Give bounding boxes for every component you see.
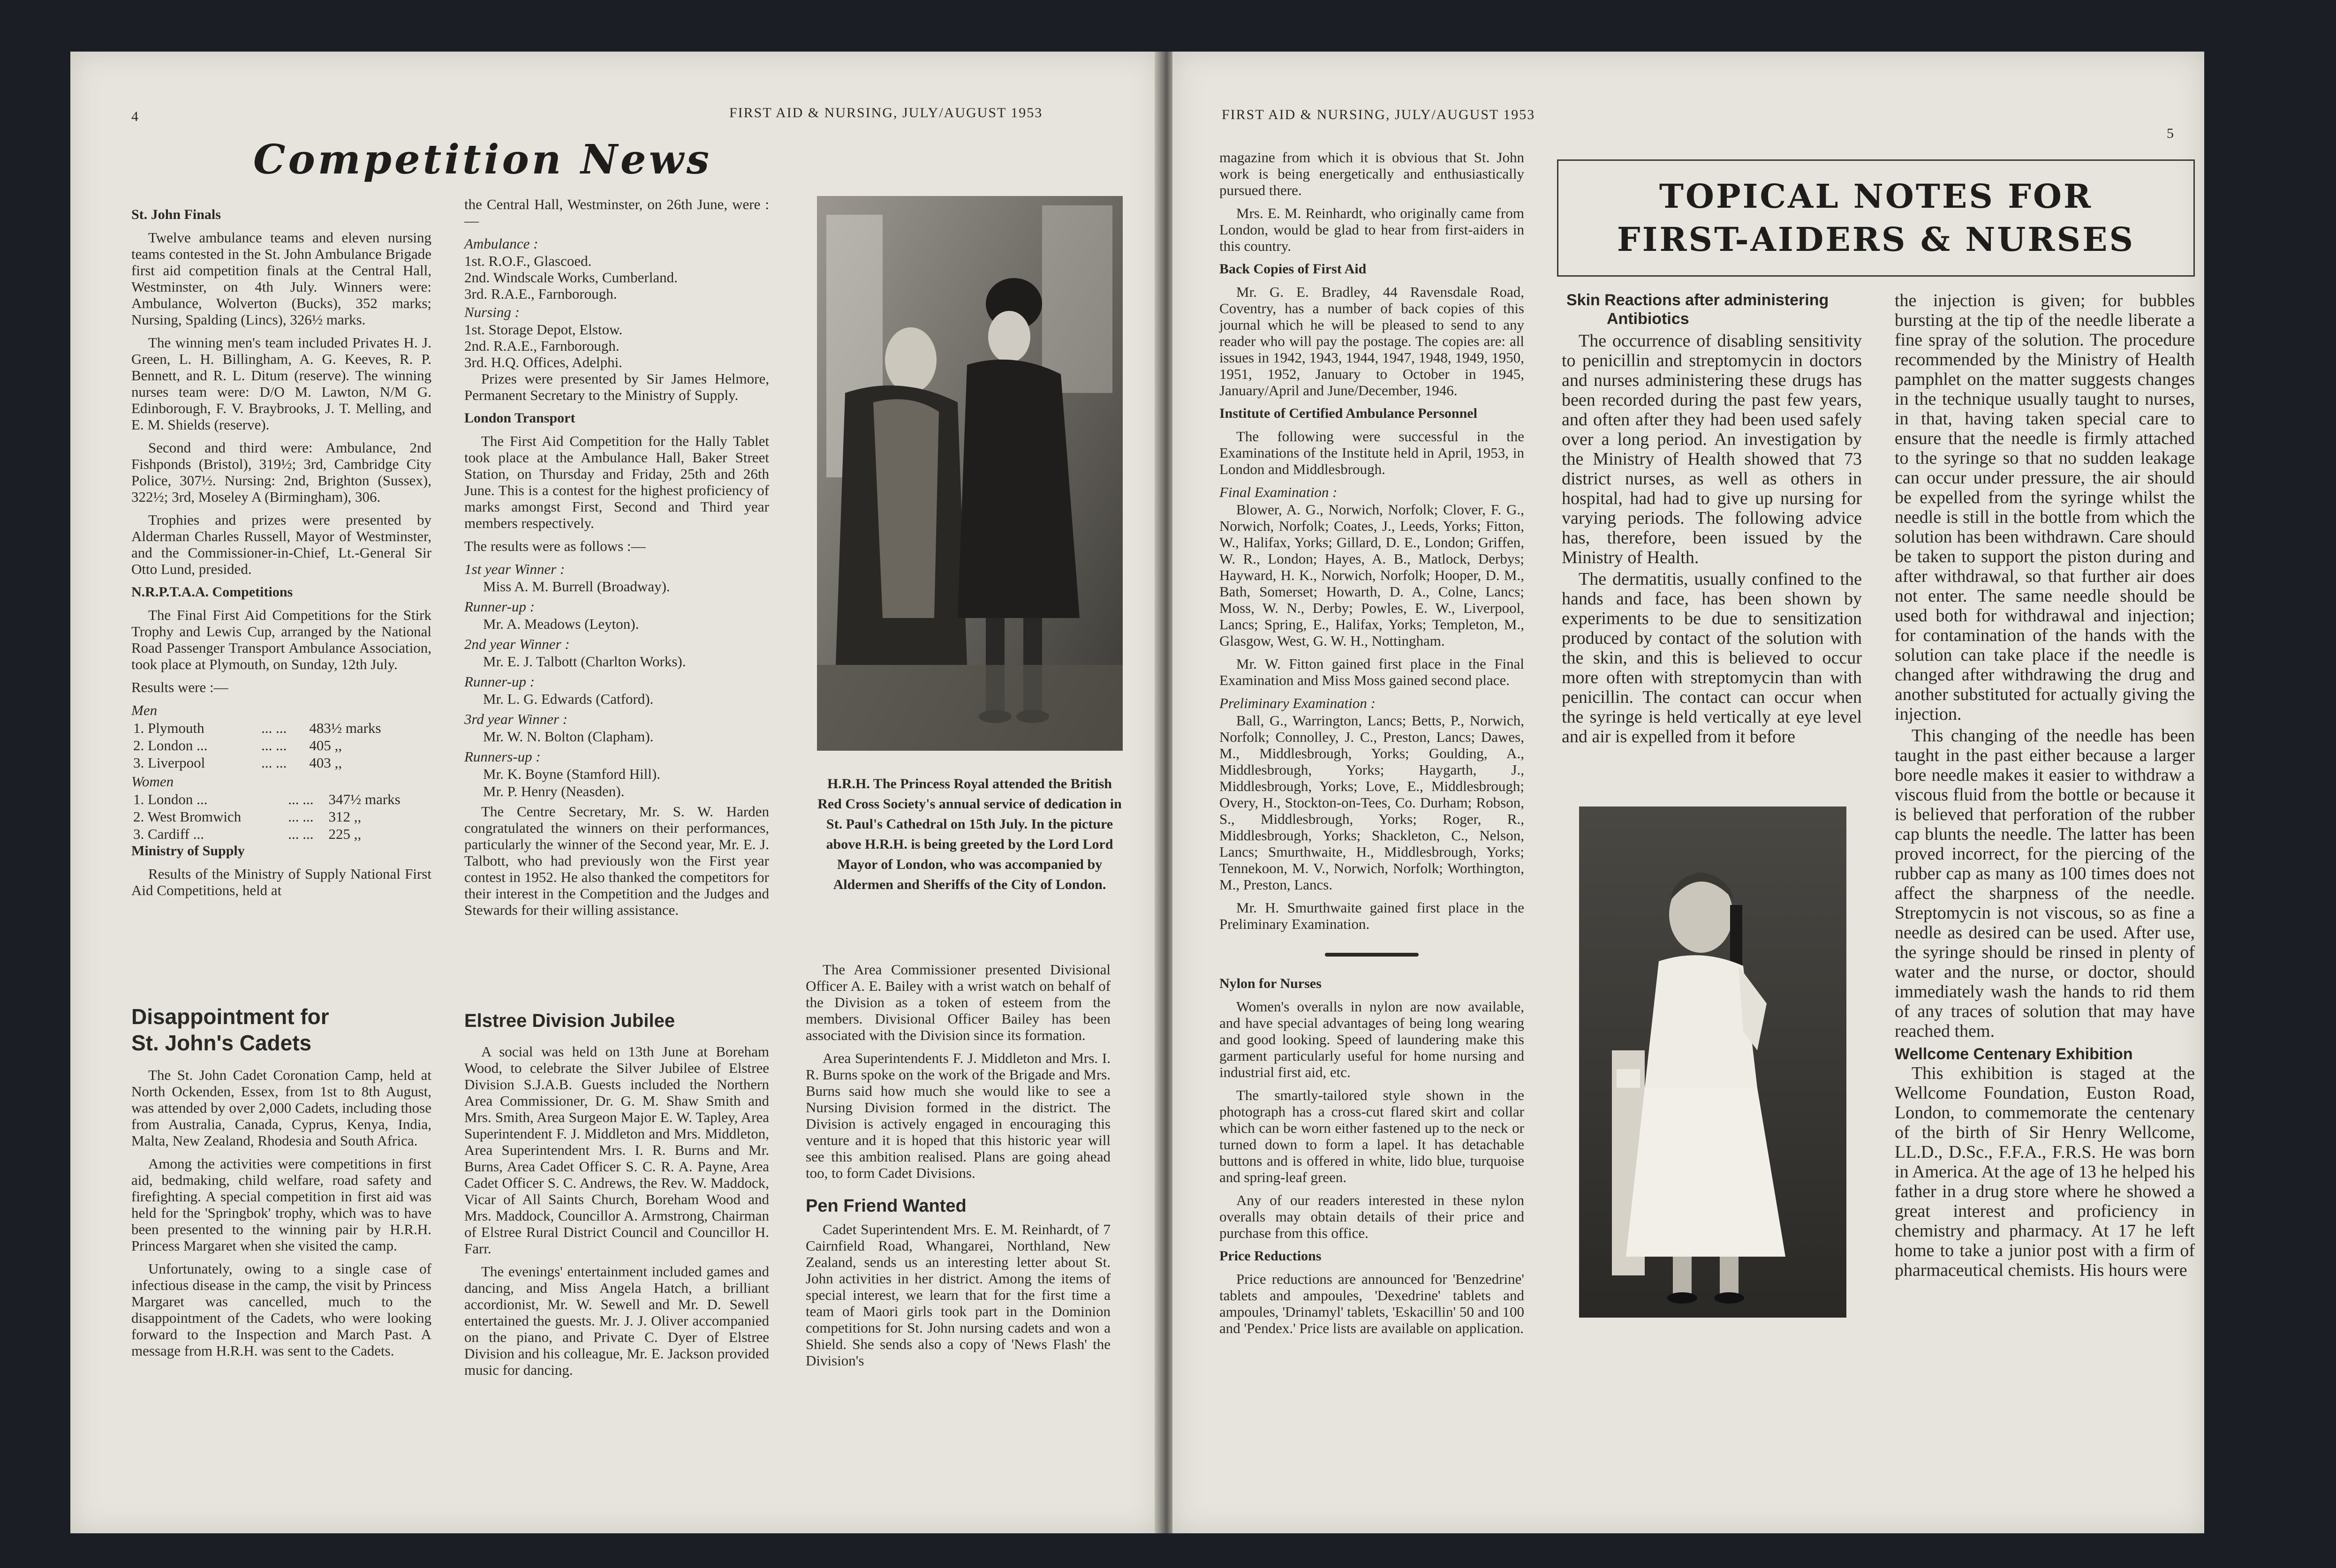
result-line: 1st. Storage Depot, Elstow. [464,321,623,338]
cell: 405 ,, [309,737,342,754]
cell: 3. Cardiff ... [133,826,204,842]
nurse-photo-illustration [1579,807,1846,1318]
paragraph: Twelve ambulance teams and eleven nursing teams contested in the St. John Ambulance Brigade first aid competition finals at the Central Hall, Westminster, on 4th July. Winners were: Ambulance, Wolverton (Bucks), 352 marks; Nursing, Spalding (Lincs), 326½ marks. [131,229,431,328]
result-line: 2nd. R.A.E., Farnborough. [464,338,620,354]
right-col-1 [1219,149,1524,1343]
heading-back-copies: Back Copies of First Aid [1219,261,1367,277]
paragraph: The St. John Cadet Coronation Camp, held at North Ockenden, Essex, from 1st to 8th August, was attended by over 2,000 Cadets, including those from Australia, Canada, Cyprus, Kenya, India, Malta, New Zealand, Rhodesia and South Africa. [131,1067,431,1149]
cell: 483½ marks [309,720,381,736]
cell: ... ... [288,791,314,807]
heading-st-john-finals: St. John Finals [131,207,221,222]
final-exam-label: Final Examination : [1219,484,1338,500]
heading-skin-reactions: Skin Reactions after administering [1566,291,1829,309]
result-line: 1st. R.O.F., Glascoed. [464,253,592,269]
table-row [131,808,431,825]
paragraph: The occurrence of disabling sensitivity to penicillin and streptomycin in doctors and nurses administering these drugs has been recorded during the past few years, and often after they had been used safely over a long period. An investigation by the Ministry of Health showed that 73 district nurses, as well as others in hospital, had had to give up nursing for varying periods. The following advice has, therefore, been issued by the Ministry of Health. [1562,331,1862,567]
competition-news-title: Competition News [253,136,712,183]
result-line: Mr. W. N. Bolton (Clapham). [483,728,654,745]
prelim-exam-label: Preliminary Examination : [1219,695,1376,711]
cadets-heading-line2: St. John's Cadets [131,1031,312,1055]
result-line: 3rd. R.A.E., Farnborough. [464,286,617,302]
cell: 1. London ... [133,791,208,807]
cell: ... ... [288,808,314,825]
heading-ministry-of-supply: Ministry of Supply [131,843,245,859]
paragraph: The dermatitis, usually confined to the hands and face, has been shown by experiments to be due to sensitization produced by contact of the solution with the skin, and this is believed to occur more often with streptomycin than with penicillin. The contact can occur when the syringe is held vertically at eye level and air is expelled from it before [1562,569,1862,746]
cell: ... ... [288,826,314,842]
result-label: 2nd year Winner : [464,636,570,652]
table-row [131,825,431,843]
area-commissioner-article [806,961,1111,1375]
result-label: Runner-up : [464,598,535,615]
cell: 1. Plymouth [133,720,204,736]
ambulance-label: Ambulance : [464,235,538,252]
paragraph: The Final First Aid Competitions for the Stirk Trophy and Lewis Cup, arranged by the National Road Passenger Transport Ambulance Association, took place at Plymouth, on Sunday, 12th July. [131,607,431,672]
men-label: Men [131,702,158,718]
heading-wellcome: Wellcome Centenary Exhibition [1895,1045,2133,1063]
paragraph: the Central Hall, Westminster, on 26th June, were :— [464,196,769,229]
cadets-article [131,1067,431,1365]
paragraph: Among the activities were competitions in first aid, bedmaking, child welfare, road safety and firefighting. A special competition in first aid was held for the 'Springbok' trophy, which was to have been presented to the winning pair by H.R.H. Princess Margaret when she visited the camp. [131,1155,431,1254]
cadets-heading [131,1003,431,1056]
paragraph: Second and third were: Ambulance, 2nd Fishponds (Bristol), 319½; 3rd, Cambridge City Police, 307½. Nursing: 2nd, Brighton (Sussex), 322½; 3rd, Moseley A (Birmingham), 306. [131,439,431,505]
right-col-3 [1895,291,2195,1282]
heading-institute: Institute of Certified Ambulance Personnel [1219,406,1477,421]
paragraph: Ball, G., Warrington, Lancs; Betts, P., Norwich, Norfolk; Connolley, J. C., Preston, Lancs; Dawes, M., Middlesbrough, Yorks; Goulding, A., Middlesbrough, Yorks; Haygarth, J., Middlesbrough, Yorks; Love, E., Middlesbrough; Overy, H., Stockton-on-Tees, Co. Durham; Robson, S., Middlesbrough, Yorks; Roger, R., Middlesbrough, Yorks; Shackleton, C., Nelson, Lancs; Smurthwaite, H., Middlesbrough, Yorks; Tennekoon, M. V., Norwich, Norfolk; Worthington, M., Preston, Lancs. [1219,712,1524,893]
paragraph: Mr. W. Fitton gained first place in the Final Examination and Miss Moss gained second place. [1219,656,1524,688]
paragraph: The smartly-tailored style shown in the photograph has a cross-cut flared skirt and collar which can be worn either fastened up to the neck or turned down to form a lapel. It has detachable buttons and is offered in white, lido blue, turquoise and spring-leaf green. [1219,1087,1524,1185]
result-label: 1st year Winner : [464,561,565,577]
cell: 3. Liverpool [133,754,205,771]
paragraph: Prizes were presented by Sir James Helmore, Permanent Secretary to the Ministry of Supply. [464,370,769,403]
nursing-label: Nursing : [464,304,520,320]
cell: 225 ,, [328,826,362,842]
paragraph: Any of our readers interested in these nylon overalls may obtain details of their price and purchase from this office. [1219,1192,1524,1241]
paragraph: the injection is given; for bubbles bursting at the tip of the needle liberate a fine spray of the solution. The procedure recommended by the Ministry of Health pamphlet on the matter suggests changes in the technique usually taught to nurses, in that, having taken special care to ensure that the needle is firmly attached to the syringe so that no sudden leakage can occur under pressure, the air should be expelled from the syringe whilst the needle is still in the bottle from which the solution has been withdrawn. Care should be taken to support the piston during and after withdrawal, so that further air does not enter. The same needle should be used both for withdrawal and injection; for contamination of the hands with the solution can take place if the needle is changed after withdrawing the drug and another substituted for actually giving the injection. [1895,291,2195,724]
paragraph: The Centre Secretary, Mr. S. W. Harden congratulated the winners on their performances, particularly the winner of the Second year, Mr. E. J. Talbott, who had previously won the First year contest in 1952. He also thanked the competitors for their interest in the Competition and the Judges and Stewards for their willing assistance. [464,803,769,918]
result-line: Mr. L. G. Edwards (Catford). [483,691,654,707]
competition-col-2 [464,196,769,925]
result-line: 2nd. Windscale Works, Cumberland. [464,269,678,286]
table-row [131,719,431,737]
paragraph: The evenings' entertainment included games and dancing, and Miss Angela Hatch, a brilliant accordionist, Mr. W. Sewell and Mr. D. Sewell entertained the guests. Mr. J. J. Oliver accompanied on the piano, and Private C. Dyer of Elstree Division and his colleague, Mr. E. Jackson provided music for dancing. [464,1263,769,1378]
paragraph: This exhibition is staged at the Wellcome Foundation, Euston Road, London, to commemorate the centenary of the birth of Sir Henry Wellcome, LL.D., D.Sc., F.F.A., F.R.S. He was born in America. At the age of 13 he helped his father in a drug store where he showed a great interest and proficiency in chemistry and pharmacy. At 17 he left home to take a junior post with a firm of pharmaceutical chemists. His hours were [1895,1063,2195,1280]
result-label: 3rd year Winner : [464,711,568,727]
paragraph: This changing of the needle has been taught in the past either because a larger bore needle makes it easier to withdraw a viscous fluid from the bottle or because it is believed that perforation of the rubber cap blunts the needle. The latter has been proved incorrect, for the piercing of the rubber cap as many as 100 times does not affect the sharpness of the needle. Streptomycin is not viscous, so as fine a needle as desired can be used. After use, the syringe should be rinsed in plenty of water and the nurse, or doctor, should immediately wash the hands to rid them of any traces of solution that may have reached them. [1895,726,2195,1041]
result-line: Mr. P. Henry (Neasden). [483,783,625,799]
heading-nylon: Nylon for Nurses [1219,976,1322,991]
heading-london-transport: London Transport [464,410,575,426]
cell: 2. West Bromwich [133,808,242,825]
topical-notes-title-box [1557,159,2195,277]
page-number-left: 4 [131,109,138,124]
page-number-right: 5 [2167,126,2174,141]
heading-nrptaa: N.R.P.T.A.A. Competitions [131,584,293,600]
photo-caption: H.R.H. The Princess Royal attended the British Red Cross Society's annual service of dedication in St. Paul's Cathedral on 15th July. In the picture above H.R.H. is being greeted by the Lord Lord Mayor of London, who was accompanied by Aldermen and Sheriffs of the City of London. [817,776,1122,892]
result-label: Runner-up : [464,673,535,690]
paragraph: Women's overalls in nylon are now available, and have special advantages of being long wearing and good looking. Speed of laundering make this garment particularly useful for home nursing and industrial first aid, etc. [1219,998,1524,1080]
women-label: Women [131,773,174,790]
paragraph: Results of the Ministry of Supply National First Aid Competitions, held at [131,866,431,898]
cell: 403 ,, [309,754,342,771]
section-divider [1325,953,1419,957]
pen-friend-heading: Pen Friend Wanted [806,1196,967,1216]
result-line: 3rd. H.Q. Offices, Adelphi. [464,354,622,370]
cadets-heading-line1: Disappointment for [131,1004,329,1029]
cell: ... ... [261,720,287,736]
cell: 347½ marks [328,791,401,807]
cell: 2. London ... [133,737,208,754]
women-results-table [131,791,431,843]
cell: ... ... [261,737,287,754]
running-header-left: FIRST AID & NURSING, JULY/AUGUST 1953 [729,105,1043,121]
paragraph: Trophies and prizes were presented by Alderman Charles Russell, Mayor of Westminster, and the Commissioner-in-Chief, Lt.-General Sir Otto Lund, presided. [131,512,431,577]
competition-col-1 [131,206,431,905]
princess-royal-photo [817,196,1123,751]
right-col-2 [1562,291,1862,748]
paragraph: A social was held on 13th June at Boreham Wood, to celebrate the Silver Jubilee of Elstree Division S.J.A.B. Guests included the Northern Area Commissioner, Dr. G. M. Shaw Smith and Mrs. Smith, Area Surgeon Major E. W. Tapley, Area Superintendent F. J. Middleton and Mrs. Middleton, Area Superintendent Mrs. I. R. Burns and Mr. Burns, Area Cadet Officer S. C. R. A. Payne, Area Cadet Officer S. C. Andrews, the Rev. W. Maddock, Vicar of All Saints Church, Boreham Wood and Mrs. Maddock, Councillor A. Armstrong, Chairman of Elstree Rural District Council and Councillor H. Farr. [464,1043,769,1257]
men-results-table [131,719,431,771]
table-row [131,791,431,808]
paragraph: Blower, A. G., Norwich, Norfolk; Clover, F. G., Norwich, Norfolk; Coates, J., Leeds, Yorks; Fitton, W., Halifax, Yorks; Gillard, D. E., London; Griffen, W. R., London; Hayes, A. B., Matlock, Derbys; Hayward, H. K., Norwich, Norfolk; Hooper, D. M., Bath, Somerset; Howarth, D. A., Colne, Lancs; Moss, W. N., Derby; Powles, E. W., Liverpool, Lancs; Spring, E., Halifax, Yorks; Templeton, M., Glasgow, West, G. W. H., Nottingham. [1219,501,1524,649]
paragraph: Unfortunately, owing to a single case of infectious disease in the camp, the visit by Princess Margaret was cancelled, much to the disappointment of the Cadets, who were looking forward to the Inspection and March Past. A message from H.R.H. was sent to the Cadets. [131,1260,431,1359]
elstree-article [464,1043,769,1385]
paragraph: Mr. G. E. Bradley, 44 Ravensdale Road, Coventry, has a number of back copies of this journal which he will be pleased to send to any reader who will pay the postage. The copies are: all issues in 1942, 1943, 1944, 1947, 1948, 1949, 1950, 1951, 1952, January to October in 1945, January/April and June/December, 1946. [1219,284,1524,399]
table-row [131,754,431,771]
paragraph: magazine from which it is obvious that St. John work is being energetically and enthusiastically pursued there. [1219,149,1524,198]
paragraph: Price reductions are announced for 'Benzedrine' tablets and ampoules, 'Dexedrine' tablets and ampoules, 'Drinamyl' tablets, 'Eskacillin' 50 and 100 and 'Pendex.' Price lists are available on application. [1219,1271,1524,1336]
result-line: Mr. E. J. Talbott (Charlton Works). [483,653,686,670]
result-line: Mr. K. Boyne (Stamford Hill). [483,766,660,782]
paragraph: The Area Commissioner presented Divisional Officer A. E. Bailey with a wrist watch on behalf of the Division as a token of esteem from the members. Divisional Officer Bailey has been associated with the Division since its formation. [806,961,1111,1043]
photo-illustration [817,196,1123,751]
paragraph: Results were :— [131,679,228,695]
running-header-right: FIRST AID & NURSING, JULY/AUGUST 1953 [1222,107,1535,122]
paragraph: Mr. H. Smurthwaite gained first place in the Preliminary Examination. [1219,899,1524,932]
paragraph: The First Aid Competition for the Hally Tablet took place at the Ambulance Hall, Baker Street Station, on Thursday and Friday, 25th and 26th June. This is a contest for the highest proficiency of marks amongst First, Second and Third year members respectively. [464,433,769,531]
result-line: Miss A. M. Burrell (Broadway). [483,578,670,595]
heading-price-reductions: Price Reductions [1219,1248,1322,1264]
table-row [131,737,431,754]
paragraph: Area Superintendents F. J. Middleton and Mrs. I. R. Burns spoke on the work of the Brigade and Mrs. Burns said how much she would like to see a Nursing Division formed in the district. The Division is actively engaged in encouraging this venture and it is hoped that this historic year will see this ambition realised. Plans are going ahead too, to form Cadet Divisions. [806,1050,1111,1181]
paragraph: Mrs. E. M. Reinhardt, who originally came from London, would be glad to hear from first-aiders in this country. [1219,205,1524,254]
topical-notes-title-line2: FIRST-AIDERS & NURSES [1617,220,2135,259]
result-label: Runners-up : [464,748,541,765]
paragraph: Cadet Superintendent Mrs. E. M. Reinhardt, of 7 Cairnfield Road, Whangarei, Northland, New Zealand, sends us an interesting letter about St. John activities in her district. Among the items of special interest, we learn that for the first time a team of Maori girls took part in the Dominion competitions for St. John nursing cadets and won a Shield. She sends also a copy of 'News Flash' the Division's [806,1221,1111,1369]
paragraph: The winning men's team included Privates H. J. Green, L. H. Billingham, A. G. Keeves, R. P. Bennett, and R. L. Ditum (reserve). The winning nurses team were: D/O M. Lawton, N/M G. Edinborough, F. V. Braybrooks, J. T. Melling, and E. M. Shields (reserve). [131,334,431,433]
paragraph: The following were successful in the Examinations of the Institute held in April, 1953, in London and Middlesbrough. [1219,428,1524,477]
topical-notes-title-line1: TOPICAL NOTES FOR [1659,177,2093,216]
nylon-overall-photo [1579,807,1846,1318]
cell: 312 ,, [328,808,362,825]
elstree-heading: Elstree Division Jubilee [464,1010,675,1031]
heading-skin-reactions-line2: Antibiotics [1607,310,1689,328]
cell: ... ... [261,754,287,771]
paragraph: The results were as follows :— [464,538,646,554]
result-line: Mr. A. Meadows (Leyton). [483,616,639,632]
